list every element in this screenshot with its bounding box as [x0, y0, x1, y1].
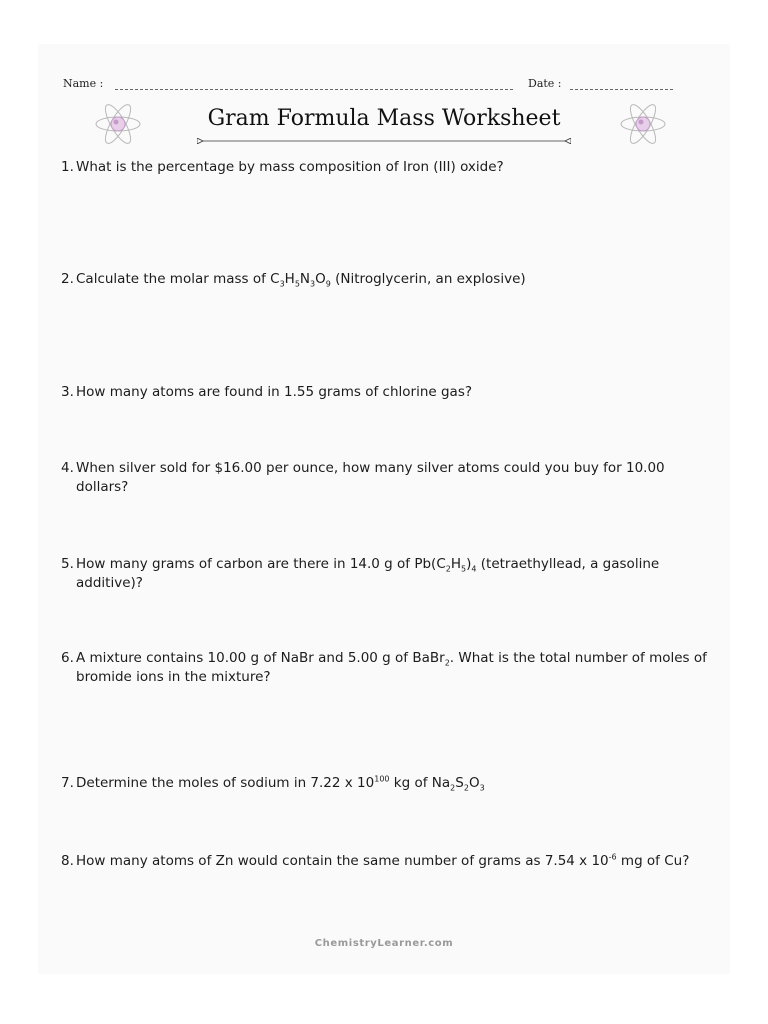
question-8: [61, 852, 711, 871]
question-6: [61, 649, 711, 687]
question-4: [61, 459, 711, 497]
question-text: How many grams of carbon are there in 14.0 g of $Pb(C_2H_5)_4$ (tetraethyllead, a gasoline additive)?: [76, 556, 660, 591]
question-number: 3.: [61, 384, 74, 400]
page-title: Gram Formula Mass Worksheet: [207, 106, 561, 131]
question-text: Calculate the molar mass of $C_3H_5N_3O_9$ (Nitroglycerin, an explosive): [76, 271, 526, 289]
worksheet-page: [38, 44, 730, 974]
question-text: Determine the moles of sodium in 7.22 x $10^{100}$ kg of $Na_2S_2O_3$: [76, 774, 485, 793]
date-input-line[interactable]: [570, 89, 673, 90]
question-text: How many atoms of Zn would contain the same number of grams as 7.54 x $10^{-6}$ mg of Cu?: [76, 852, 690, 869]
header-row: [63, 77, 675, 97]
question-7: [61, 774, 711, 793]
title-divider: [197, 138, 571, 144]
atom-icon: [618, 102, 668, 146]
question-text: A mixture contains 10.00 g of NaBr and 5.00 g of BaBr$_2$. What is the total number of moles of bromide ions in the mixture?: [76, 650, 707, 685]
question-number: 8.: [61, 853, 74, 869]
question-1: [61, 158, 711, 177]
name-label: Name :: [63, 77, 104, 90]
question-text: What is the percentage by mass composition of Iron (III) oxide?: [76, 159, 504, 175]
question-text: When silver sold for $16.00 per ounce, how many silver atoms could you buy for 10.00 dollars?: [76, 460, 665, 495]
name-input-line[interactable]: [115, 89, 513, 90]
question-3: [61, 383, 711, 402]
question-number: 2.: [61, 271, 74, 287]
question-number: 7.: [61, 775, 74, 791]
question-text: How many atoms are found in 1.55 grams of chlorine gas?: [76, 384, 473, 400]
date-label: Date :: [528, 77, 562, 90]
question-number: 1.: [61, 159, 74, 175]
question-2: [61, 270, 711, 289]
question-5: [61, 555, 711, 593]
question-number: 6.: [61, 650, 74, 666]
question-number: 5.: [61, 556, 74, 572]
footer-credit: ChemistryLearner.com: [314, 938, 454, 949]
question-number: 4.: [61, 460, 74, 476]
